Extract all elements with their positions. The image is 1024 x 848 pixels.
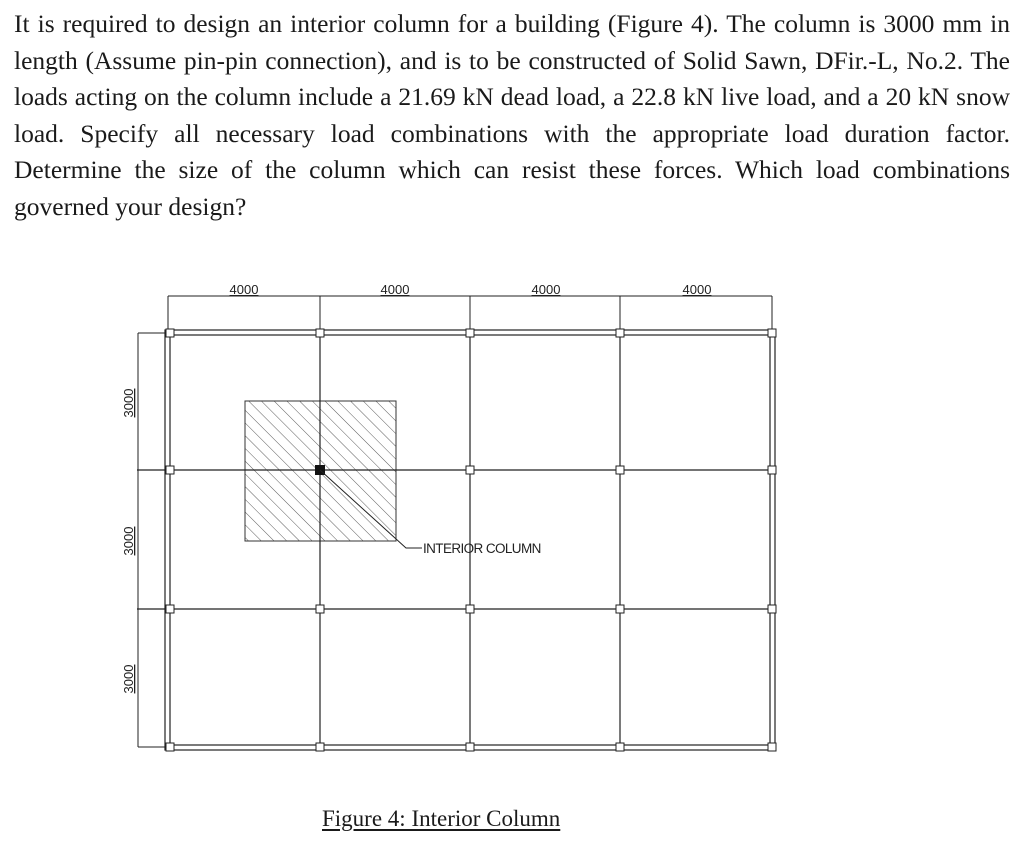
left-dimension-line [138,333,168,747]
dimension-label-side-2: 3000 [121,526,136,556]
interior-grid-lines [137,333,775,747]
dimension-label-top-3: 4000 [531,282,561,297]
callout-label: INTERIOR COLUMN [423,541,541,556]
problem-statement: It is required to design an interior column for a building (Figure 4). The column is 3000 mm in length (Assume pin-pin connection), and is to be constructed of Solid Sawn, DFir.-L, No.2. The loads acting on the column include a 21.69 kN dead load, a 22.8 kN live load, and a 20 kN snow load. Specify all necessary load combinations with the appropriate load duration factor. Determine the size of the column which can resist these forces. Which load combinations governed your design? [14,9,1010,221]
dimension-label-side-3: 3000 [121,664,136,694]
dimension-label-top-2: 4000 [380,282,410,297]
dimension-label-side-1: 3000 [121,388,136,418]
figure-caption: Figure 4: Interior Column [322,806,561,831]
top-dimension-line [168,296,772,333]
dimension-label-top-1: 4000 [229,282,259,297]
dimension-label-top-4: 4000 [682,282,712,297]
